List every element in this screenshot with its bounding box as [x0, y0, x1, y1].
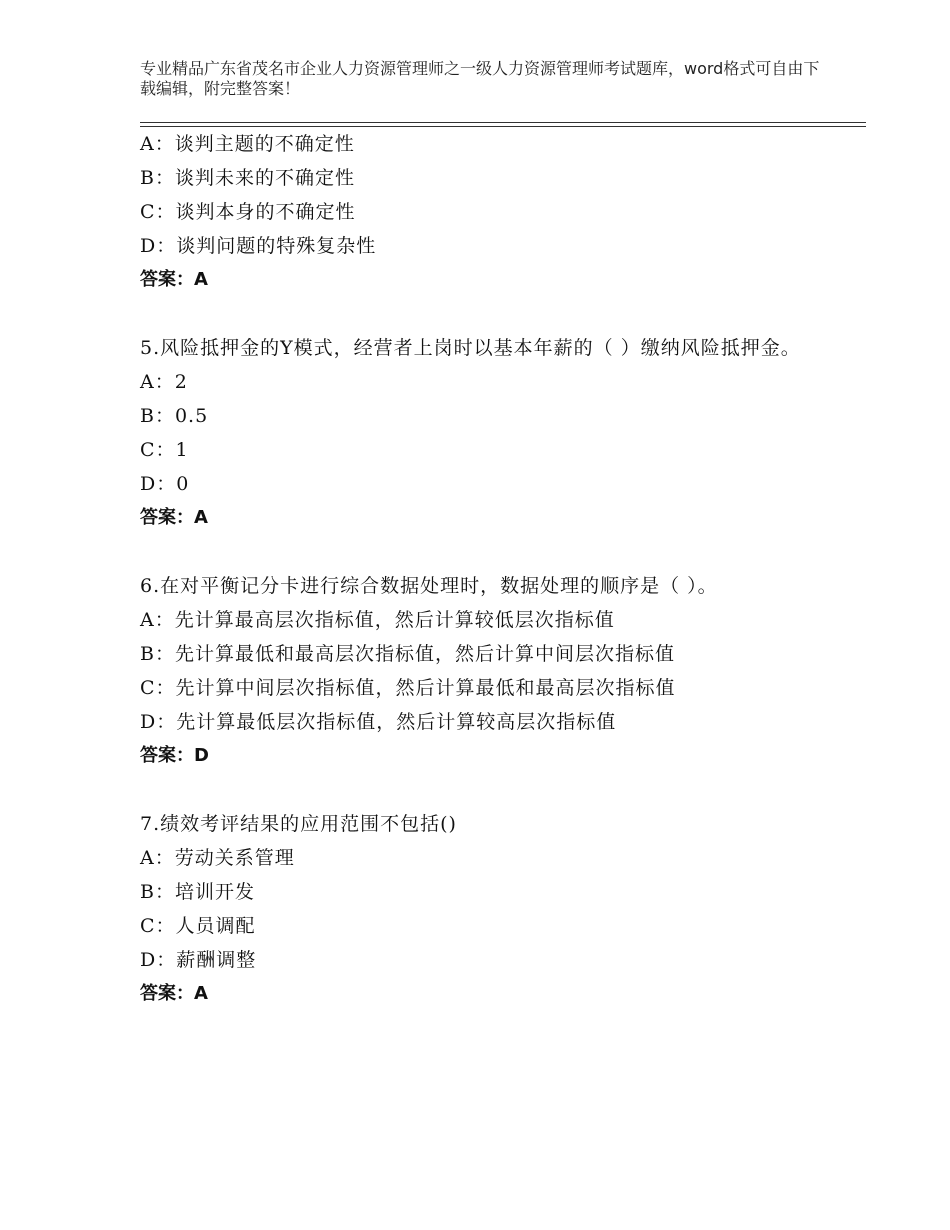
- option-a: A：谈判主题的不确定性: [140, 133, 355, 155]
- answer-label: 答案：A: [140, 269, 208, 290]
- question-block-5: [140, 331, 840, 535]
- option-b: B：先计算最低和最高层次指标值，然后计算中间层次指标值: [140, 643, 675, 665]
- option-d: D：薪酬调整: [140, 949, 257, 971]
- spacer: [140, 297, 840, 331]
- option-a: A：先计算最高层次指标值，然后计算较低层次指标值: [140, 609, 615, 631]
- header-rule-top: [140, 122, 866, 123]
- answer-label: 答案：A: [140, 507, 208, 528]
- question-block-6: [140, 569, 840, 773]
- option-d: D：谈判问题的特殊复杂性: [140, 235, 377, 257]
- option-a: A：劳动关系管理: [140, 847, 295, 869]
- document-body: [140, 127, 840, 1011]
- option-c: C：谈判本身的不确定性: [140, 201, 356, 223]
- spacer: [140, 535, 840, 569]
- spacer: [140, 773, 840, 807]
- option-d: D：先计算最低层次指标值，然后计算较高层次指标值: [140, 711, 617, 733]
- option-b: B：0.5: [140, 405, 209, 427]
- option-c: C：1: [140, 439, 189, 461]
- option-d: D：0: [140, 473, 190, 495]
- option-c: C：人员调配: [140, 915, 256, 937]
- question-stem: 5.风险抵押金的Y模式，经营者上岗时以基本年薪的（ ）缴纳风险抵押金。: [140, 337, 801, 359]
- question-block-prev: [140, 127, 840, 297]
- question-stem: 7.绩效考评结果的应用范围不包括(): [140, 813, 457, 835]
- answer-label: 答案：A: [140, 983, 208, 1004]
- option-c: C：先计算中间层次指标值，然后计算最低和最高层次指标值: [140, 677, 676, 699]
- option-a: A：2: [140, 371, 188, 393]
- question-block-7: [140, 807, 840, 1011]
- question-stem: 6.在对平衡记分卡进行综合数据处理时，数据处理的顺序是（ ）。: [140, 575, 718, 597]
- option-b: B：谈判未来的不确定性: [140, 167, 355, 189]
- document-header: 专业精品广东省茂名市企业人力资源管理师之一级人力资源管理师考试题库，word格式可自由下载编辑，附完整答案！: [140, 59, 820, 98]
- answer-label: 答案：D: [140, 745, 209, 766]
- option-b: B：培训开发: [140, 881, 255, 903]
